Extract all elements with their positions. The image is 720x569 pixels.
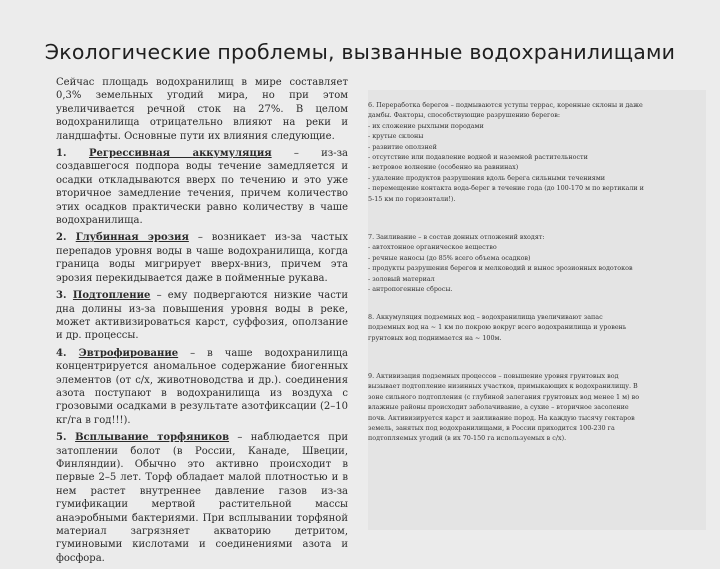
note-line: - автохтонное органическое вещество (368, 243, 497, 252)
points-list (56, 147, 348, 565)
note-line: - их сложение рыхлыми породами (368, 121, 484, 130)
note-line: влажные районы происходит заболачивание, а сухие – вторичное засоление (368, 403, 629, 412)
intro-paragraph: Сейчас площадь водохранилищ в мире составляет 0,3% земельных угодий мира, но при этом увеличивается речной сток на 27%. В целом водохранилища отрицательно влияют на реки и ландшафты. Основные пути их влияния следующие. (56, 77, 348, 142)
point-number: 2. (56, 232, 76, 244)
point-text: – возникает из-за частых перепадов уровня воды в чаше водохранилища, когда граница воды мигрирует вверх-вниз, причем эта эрозия перекидывается даже в пойменные рукава. (56, 232, 349, 284)
note-box-7 (368, 232, 706, 294)
point-2 (56, 231, 348, 285)
point-term: Эвтрофирование (78, 347, 179, 359)
note-line: подземных вод на ~ 1 км по покрою вокруг всего водохранилища и уровень (368, 323, 627, 332)
note-line: зоне сильного подтопления (с глубиной залегания грунтовых вод менее 1 м) во (368, 392, 640, 401)
note-line: - отсутствие или подавление водной и наземной растительности (368, 153, 588, 162)
note-line: дамбы. Факторы, способствующие разрушению берегов: (368, 111, 560, 120)
point-number: 4. (56, 347, 79, 359)
note-box-6 (368, 100, 706, 204)
note-line: 9. Активизация подземных процессов – повышение уровня грунтовых вод (368, 372, 619, 380)
note-line: 7. Заиливание – в состав донных отложений входят: (368, 233, 545, 241)
note-box-8 (368, 312, 706, 343)
point-1 (56, 147, 348, 227)
note-line: - удаление продуктов разрушения вдоль берега сильными течениями (368, 173, 606, 182)
note-box-9 (368, 371, 706, 444)
note-line: - перемещение контакта вода-берег в течение года (до 100-170 м по вертикали и (368, 184, 644, 193)
note-line: грунтовых вод поднимается на ~ 100м. (368, 333, 502, 342)
note-line: - речные наносы (до 85% всего объема осадков) (368, 253, 531, 262)
note-line: - антропогенные сбросы. (368, 285, 453, 294)
main-text (56, 76, 348, 569)
point-number: 1. (56, 148, 89, 160)
note-line: 5-15 км по горизонтали!). (368, 194, 456, 203)
note-line: - крутые склоны (368, 132, 424, 141)
note-line: почв. Активизируется карст и заиливание пород. На каждую тысячу гектаров (368, 413, 635, 422)
point-4 (56, 347, 348, 427)
note-line: - ветровое волнение (особенно на равнинах) (368, 163, 519, 172)
note-line: - золовый материал (368, 274, 435, 283)
note-line: 8. Аккумуляция подземных вод – водохранилища увеличивают запас (368, 313, 603, 321)
note-line: подтопляемых угодий (в их 70-150 га используемых в с/х). (368, 434, 567, 443)
point-3 (56, 289, 348, 343)
note-line: - развитие оползней (368, 142, 437, 151)
point-5 (56, 431, 348, 565)
slide-title: Экологические проблемы, вызванные водохранилищами (44, 40, 676, 64)
note-line: - продукты разрушения берегов и мелководий и вынос эрозионных водотоков (368, 264, 633, 273)
point-term: Регрессивная аккумуляция (88, 148, 272, 160)
note-line: 6. Переработка берегов – подмываются уступы террас, коренные склоны и даже (368, 101, 643, 109)
point-text: – в чаше водохранилища концентрируется аномальное содержание биогенных элементов (от с/х, животноводства и др.). соединения азота поступают в водохранилища из воздуха с грозовыми осадками в результате азотфиксации (2–10 кг/га в год!!!). (56, 347, 348, 426)
point-text: – наблюдается при затоплении болот (в России, Канаде, Швеции, Финляндии). Обычно это активно происходит в первые 2–5 лет. Торф обладает малой плотностью и в нем растет внутреннее давление газов из-за гумификации мертвой растительной массы анаэробными бактериями. При всплывании торфяной материал загрязняет акваторию детритом, гуминовыми кислотами и соединениями азота и фосфора. (56, 432, 348, 564)
point-term: Подтопление (72, 290, 151, 302)
point-text: – ему подвергаются низкие части дна долины из-за повышения уровня воды в реке, может активизироваться карст, суффозия, оползание и др. процессы. (56, 290, 348, 342)
point-text: – из-за создавшегося подпора воды течение замедляется и осадки откладываются вверх по течению и это уже вторичное замедление течения, причем количество этих осадков практически равно количеству в чаше водохранилища. (56, 148, 348, 227)
notes-panel (368, 90, 706, 530)
note-line: земель, занятых под водохранилищами, в России приходится 100-230 га (368, 424, 615, 433)
point-number: 3. (56, 290, 73, 302)
note-line: вызывает подтопление низинных участков, примыкающих к водохранилищу. В (368, 382, 638, 391)
point-term: Всплывание торфяников (75, 432, 230, 444)
point-number: 5. (56, 432, 76, 444)
point-term: Глубинная эрозия (75, 232, 189, 244)
